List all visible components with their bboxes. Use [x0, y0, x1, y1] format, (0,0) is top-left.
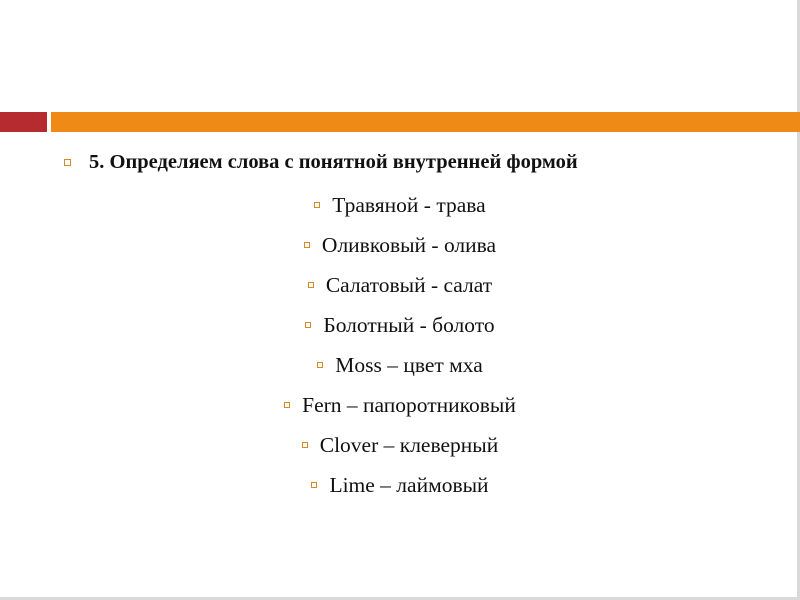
square-bullet-icon — [308, 282, 314, 288]
heading-row — [64, 147, 784, 177]
list-item-text: Болотный - болото — [323, 312, 495, 337]
accent-band-red — [0, 112, 47, 132]
list-item-text: Lime – лаймовый — [329, 472, 489, 497]
list-item-text: Fern – папоротниковый — [302, 392, 516, 417]
list-item-text: Оливковый - олива — [321, 232, 497, 257]
list-item — [0, 305, 800, 345]
list-item-text: Clover – клеверный — [319, 432, 499, 457]
list-item — [0, 185, 800, 225]
square-bullet-icon — [305, 322, 311, 328]
square-bullet-icon — [302, 442, 308, 448]
square-bullet-icon — [64, 159, 71, 166]
list-item — [0, 345, 800, 385]
list-item — [0, 225, 800, 265]
square-bullet-icon — [284, 402, 290, 408]
list-item-text: Салатовый - салат — [325, 272, 493, 297]
square-bullet-icon — [304, 242, 310, 248]
list-item — [0, 385, 800, 425]
list-item — [0, 265, 800, 305]
accent-band-orange — [51, 112, 800, 132]
list-item — [0, 425, 800, 465]
slide-heading: 5. Определяем слова с понятной внутренней формой — [89, 150, 578, 173]
list-item-text: Moss – цвет мха — [335, 352, 483, 377]
word-list — [0, 185, 800, 505]
list-item-text: Травяной - трава — [332, 192, 486, 217]
square-bullet-icon — [317, 362, 323, 368]
square-bullet-icon — [311, 482, 317, 488]
square-bullet-icon — [314, 202, 320, 208]
list-item — [0, 465, 800, 505]
